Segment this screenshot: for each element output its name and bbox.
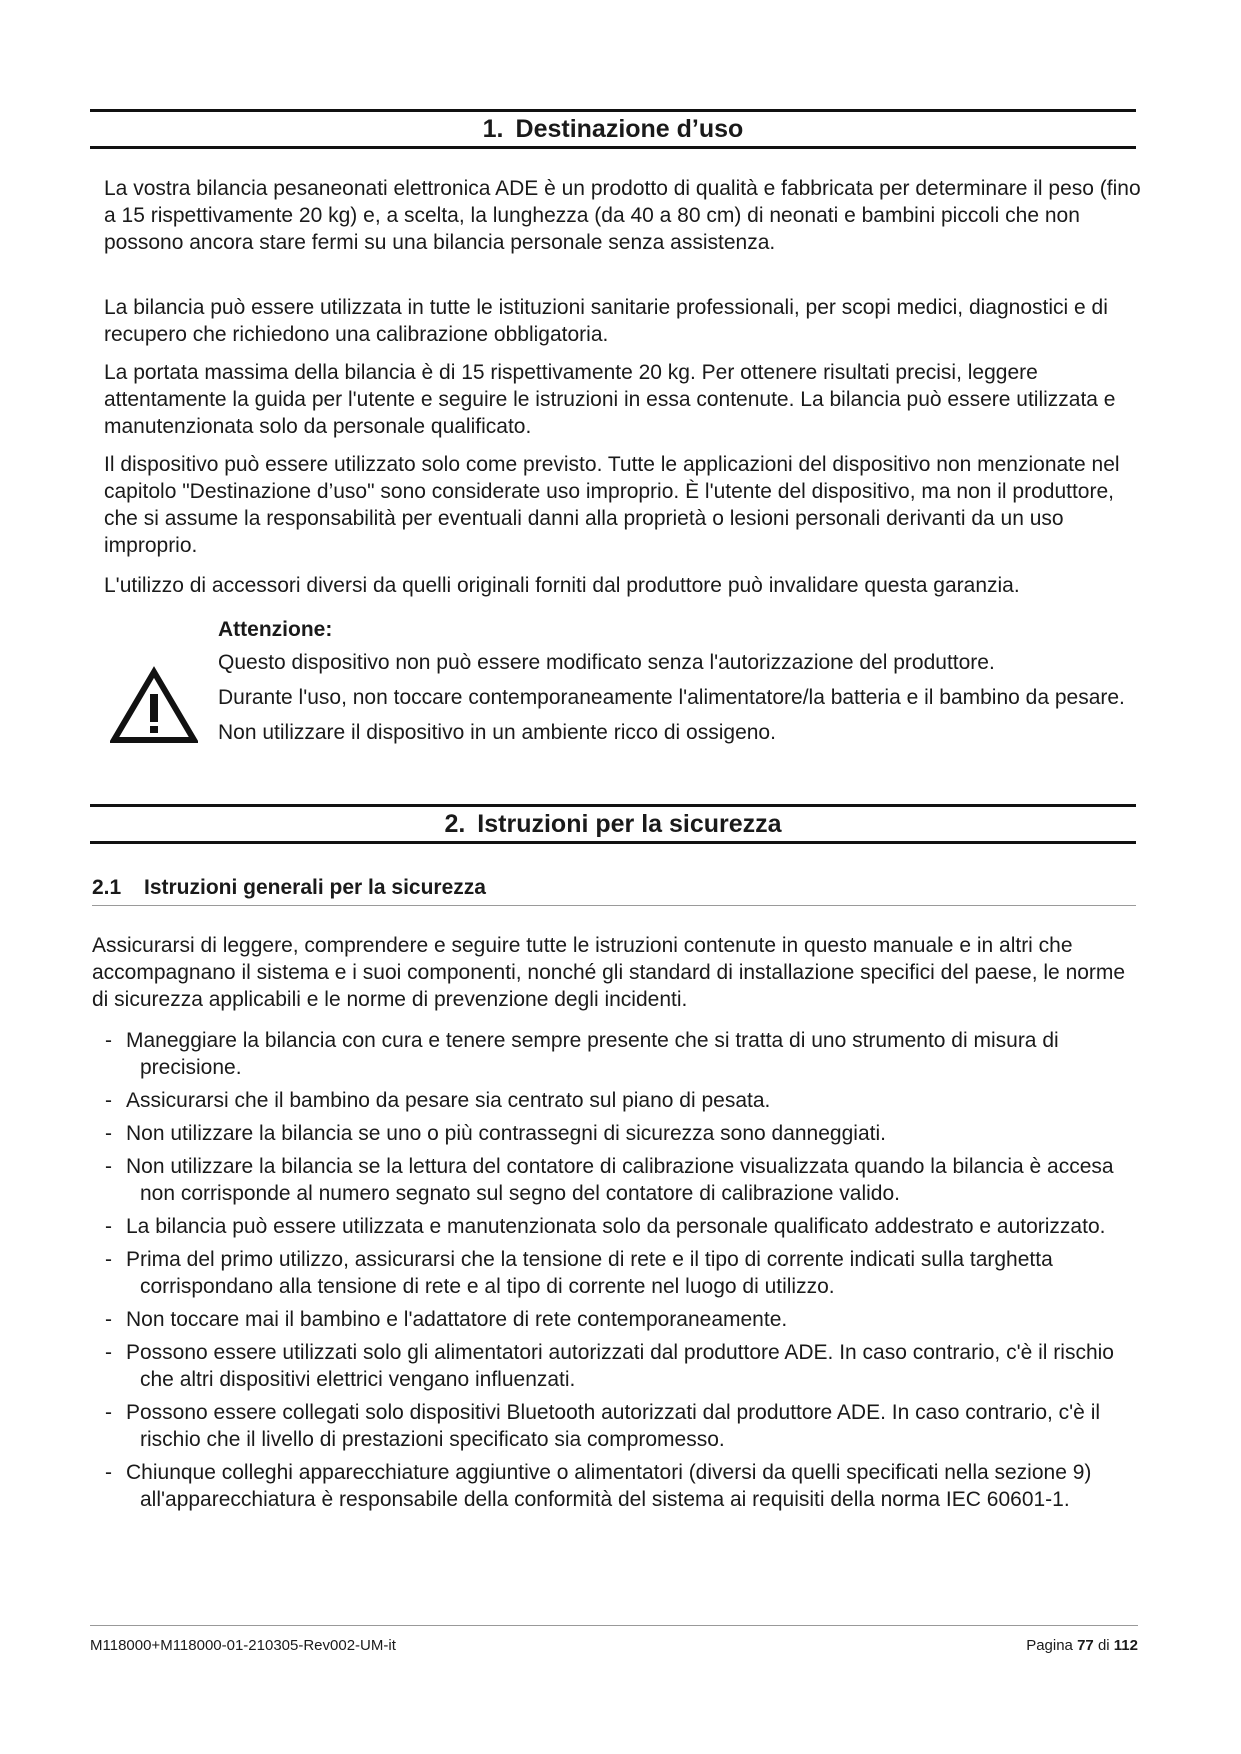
page-footer (90, 1625, 1138, 1654)
subsection-2-1-heading (92, 871, 1136, 906)
page-total: 112 (1113, 1637, 1138, 1654)
paragraph: La vostra bilancia pesaneonati elettronica ADE è un prodotto di qualità e fabbricata per determinare il peso (fino a 15 rispettivamente 20 kg) e, a scelta, la lunghezza (da 40 a 80 cm) di neonati e bambini piccoli che non possono ancora stare fermi su una bilancia personale senza assistenza. (104, 177, 1141, 254)
page-current: 77 (1077, 1637, 1094, 1654)
list-item: - La bilancia può essere utilizzata e manutenzionata solo da personale qualificato addestrato e autorizzato. (92, 1213, 1142, 1240)
page-sep: di (1097, 1637, 1110, 1654)
section-number: 1. (482, 114, 504, 143)
list-item: - Non utilizzare la bilancia se la lettura del contatore di calibrazione visualizzata quando la bilancia è accesa non corrisponde al numero segnato sul segno del contatore di calibrazione valido. (92, 1153, 1142, 1207)
warning-line: Non utilizzare il dispositivo in un ambiente ricco di ossigeno. (218, 721, 776, 744)
list-item: - Assicurarsi che il bambino da pesare sia centrato sul piano di pesata. (92, 1087, 1142, 1114)
warning-title: Attenzione: (218, 618, 333, 641)
subsection-number: 2.1 (92, 876, 122, 899)
warning-box (104, 616, 1144, 786)
section-1-heading (90, 109, 1136, 149)
section-2-heading (90, 804, 1136, 844)
section-title: Istruzioni per la sicurezza (477, 809, 782, 838)
section-title: Destinazione d’uso (515, 114, 744, 143)
list-item: - Possono essere collegati solo dispositivi Bluetooth autorizzati dal produttore ADE. In caso contrario, c'è il rischio che il livello di prestazioni specificato sia compromesso. (92, 1399, 1142, 1453)
paragraph: La bilancia può essere utilizzata in tutte le istituzioni sanitarie professionali, per scopi medici, diagnostici e di recupero che richiedono una calibrazione obbligatoria. (104, 296, 1108, 346)
list-item: - Chiunque colleghi apparecchiature aggiuntive o alimentatori (diversi da quelli specificati nella sezione 9) all'apparecchiatura è responsabile della conformità del sistema ai requisiti della norma IEC 60601-1. (92, 1459, 1142, 1513)
list-item: - Maneggiare la bilancia con cura e tenere sempre presente che si tratta di uno strumento di misura di precisione. (92, 1027, 1142, 1081)
section-number: 2. (444, 809, 466, 838)
subsection-title: Istruzioni generali per la sicurezza (144, 876, 486, 899)
list-item: - Prima del primo utilizzo, assicurarsi che la tensione di rete e il tipo di corrente indicati sulla targhetta corrispondano alla tensione di rete e al tipo di corrente nel luogo di utilizzo. (92, 1246, 1142, 1300)
page-number (1026, 1637, 1138, 1654)
list-item: - Non utilizzare la bilancia se uno o più contrassegni di sicurezza sono danneggiati. (92, 1120, 1142, 1147)
list-item: - Non toccare mai il bambino e l'adattatore di rete contemporaneamente. (92, 1306, 1142, 1333)
warning-line: Durante l'uso, non toccare contemporaneamente l'alimentatore/la batteria e il bambino da pesare. (218, 686, 1125, 709)
warning-text (218, 616, 1148, 754)
page-label: Pagina (1026, 1637, 1073, 1654)
paragraph: La portata massima della bilancia è di 15 rispettivamente 20 kg. Per ottenere risultati precisi, leggere attentamente la guida per l'utente e seguire le istruzioni in essa contenute. La bilancia può essere utilizzata e manutenzionata solo da personale qualificato. (104, 361, 1116, 438)
list-item: - Possono essere utilizzati solo gli alimentatori autorizzati dal produttore ADE. In caso contrario, c'è il rischio che altri dispositivi elettrici vengano influenzati. (92, 1339, 1142, 1393)
warning-line: Questo dispositivo non può essere modificato senza l'autorizzazione del produttore. (218, 651, 995, 674)
document-id: M118000+M118000-01-210305-Rev002-UM-it (90, 1637, 396, 1654)
safety-list (92, 1027, 1142, 1519)
intro-paragraph: Assicurarsi di leggere, comprendere e seguire tutte le istruzioni contenute in questo manuale e in altri che accompagnano il sistema e i suoi componenti, nonché gli standard di installazione specifici del paese, le norme di sicurezza applicabili e le norme di prevenzione degli incidenti. (92, 934, 1126, 1011)
warning-triangle-icon (110, 666, 198, 746)
paragraph: Il dispositivo può essere utilizzato solo come previsto. Tutte le applicazioni del dispositivo non menzionate nel capitolo "Destinazione d’uso" sono considerate uso improprio. È l'utente del dispositivo, ma non il produttore, che si assume la responsabilità per eventuali danni alla proprietà o lesioni personali derivanti da un uso improprio. (104, 453, 1120, 557)
paragraph: L'utilizzo di accessori diversi da quelli originali forniti dal produttore può invalidare questa garanzia. (104, 574, 1020, 597)
